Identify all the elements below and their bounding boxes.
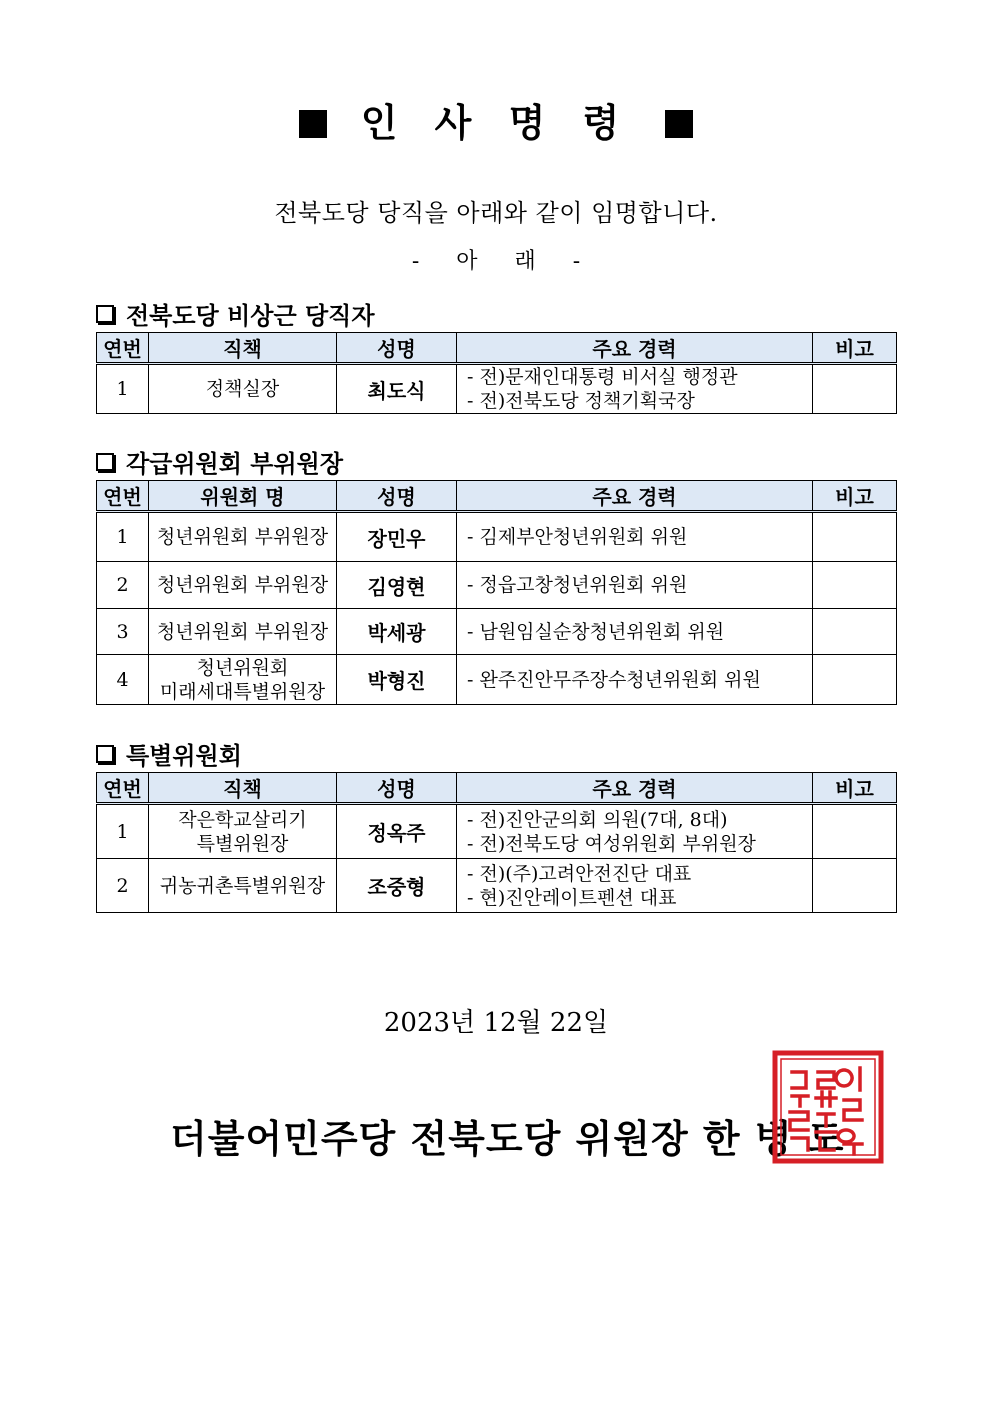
table-special-committees	[96, 772, 897, 913]
column-header: 연번	[97, 333, 149, 364]
column-header: 직책	[149, 333, 337, 364]
table-row	[97, 609, 897, 655]
row-position: 청년위원회 부위원장	[149, 562, 337, 609]
row-name: 박형진	[337, 655, 457, 705]
column-header: 위원회 명	[149, 481, 337, 512]
row-career: - 김제부안청년위원회 위원	[457, 512, 813, 562]
issue-date: 2023년 12월 22일	[383, 1008, 609, 1038]
row-note	[813, 655, 897, 705]
checkbox-bullet-icon	[96, 305, 114, 323]
row-position: 작은학교살리기 특별위원장	[149, 804, 337, 859]
column-header: 주요 경력	[457, 481, 813, 512]
row-career: - 전)진안군의회 의원(7대, 8대) - 전)전북도당 여성위원회 부위원장	[457, 804, 813, 859]
column-header: 비고	[813, 481, 897, 512]
column-header: 주요 경력	[457, 333, 813, 364]
column-header: 비고	[813, 333, 897, 364]
row-note	[813, 859, 897, 913]
row-number: 3	[97, 609, 149, 655]
row-note	[813, 562, 897, 609]
table-staff	[96, 332, 897, 414]
column-header: 비고	[813, 773, 897, 804]
column-header: 직책	[149, 773, 337, 804]
checkbox-bullet-icon	[96, 453, 114, 471]
title-text: 인 사 명 령	[360, 101, 632, 145]
row-career: - 전)(주)고려안전진단 대표 - 현)진안레이트펜션 대표	[457, 859, 813, 913]
row-name: 조중형	[337, 859, 457, 913]
official-seal-icon	[772, 1050, 884, 1164]
row-position: 정책실장	[149, 364, 337, 414]
row-note	[813, 804, 897, 859]
row-career: - 남원임실순창청년위원회 위원	[457, 609, 813, 655]
row-number: 4	[97, 655, 149, 705]
row-name: 최도식	[337, 364, 457, 414]
table-row	[97, 859, 897, 913]
row-position: 청년위원회 부위원장	[149, 609, 337, 655]
table-row	[97, 562, 897, 609]
row-number: 1	[97, 512, 149, 562]
document-title	[0, 92, 992, 147]
column-header: 성명	[337, 773, 457, 804]
column-header: 성명	[337, 333, 457, 364]
signer-name: 더불어민주당 전북도당 위원장 한 병 도	[170, 1117, 845, 1161]
row-name: 장민우	[337, 512, 457, 562]
row-position: 귀농귀촌특별위원장	[149, 859, 337, 913]
row-name: 박세광	[337, 609, 457, 655]
row-position: 청년위원회 미래세대특별위원장	[149, 655, 337, 705]
black-square-icon	[665, 110, 693, 138]
section-heading: 각급위원회 부위원장	[96, 444, 343, 479]
table-row	[97, 364, 897, 414]
row-career: - 전)문재인대통령 비서실 행정관 - 전)전북도당 정책기획국장	[457, 364, 813, 414]
row-number: 1	[97, 804, 149, 859]
column-header: 연번	[97, 481, 149, 512]
row-note	[813, 512, 897, 562]
intro-text: 전북도당 당직을 아래와 같이 임명합니다.	[274, 199, 718, 227]
row-career: - 완주진안무주장수청년위원회 위원	[457, 655, 813, 705]
table-row	[97, 512, 897, 562]
section-heading: 특별위원회	[96, 736, 242, 771]
row-name: 정옥주	[337, 804, 457, 859]
row-number: 2	[97, 562, 149, 609]
row-note	[813, 609, 897, 655]
row-number: 1	[97, 364, 149, 414]
row-note	[813, 364, 897, 414]
column-header: 연번	[97, 773, 149, 804]
below-label: - 아 래 -	[411, 249, 581, 274]
column-header: 성명	[337, 481, 457, 512]
checkbox-bullet-icon	[96, 745, 114, 763]
section-heading: 전북도당 비상근 당직자	[96, 296, 375, 331]
black-square-icon	[299, 110, 327, 138]
row-number: 2	[97, 859, 149, 913]
table-committee-vice-chairs	[96, 480, 897, 705]
table-row	[97, 804, 897, 859]
table-row	[97, 655, 897, 705]
row-name: 김영현	[337, 562, 457, 609]
row-position: 청년위원회 부위원장	[149, 512, 337, 562]
column-header: 주요 경력	[457, 773, 813, 804]
row-career: - 정읍고창청년위원회 위원	[457, 562, 813, 609]
